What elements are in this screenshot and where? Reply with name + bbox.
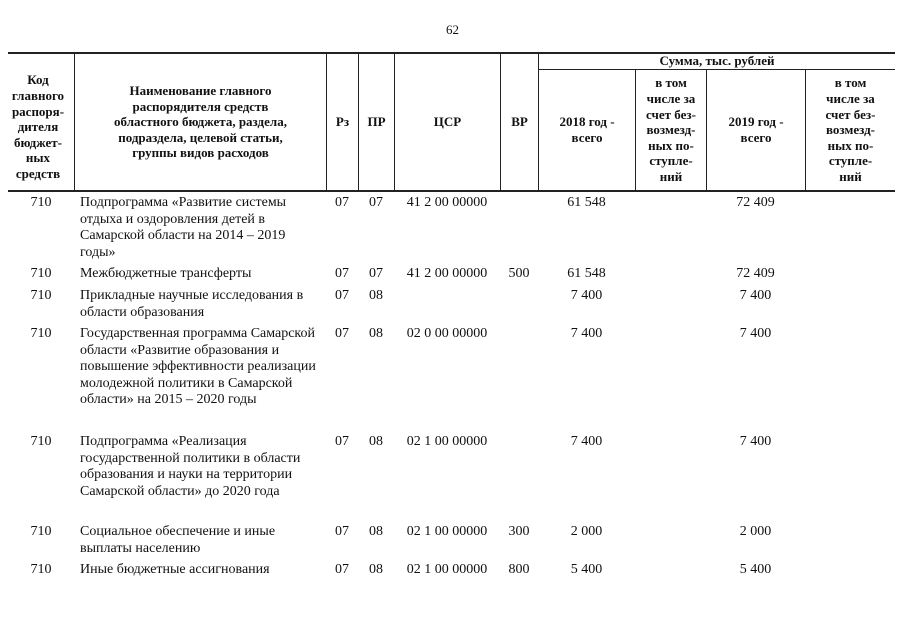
row-code: 710 bbox=[30, 524, 52, 539]
row-name: Социальное обеспечение и иные выплаты населению bbox=[80, 524, 276, 556]
row-sum-2018: 2 000 bbox=[570, 524, 603, 539]
header-2018-incl: в том числе за счет без- возмезд- ных по- ступле- ний bbox=[646, 75, 696, 184]
row-rz: 07 bbox=[335, 195, 349, 210]
table-header bbox=[8, 52, 895, 191]
header-2018-total: 2018 год - всего bbox=[559, 114, 615, 145]
row-rz: 07 bbox=[335, 562, 349, 577]
row-rz: 07 bbox=[335, 326, 349, 341]
header-csr: ЦСР bbox=[433, 114, 462, 130]
row-sum-2018: 5 400 bbox=[570, 562, 603, 577]
header-code: Код главного распоря- дителя бюджет- ных средств bbox=[11, 72, 65, 181]
row-code: 710 bbox=[30, 288, 52, 303]
row-name: Подпрограмма «Развитие системы отдыха и оздоровления детей в Самарской области на 2014 – 2019 годы» bbox=[80, 195, 287, 260]
row-csr: 02 1 00 00000 bbox=[406, 562, 488, 577]
row-pr: 07 bbox=[369, 195, 383, 210]
header-2019-total: 2019 год - всего bbox=[728, 114, 784, 145]
row-sum-2018: 61 548 bbox=[567, 195, 606, 210]
row-vr: 500 bbox=[508, 266, 530, 281]
row-vr: 800 bbox=[508, 562, 530, 577]
row-sum-2019: 7 400 bbox=[739, 326, 772, 341]
row-rz: 07 bbox=[335, 288, 349, 303]
header-vr: ВР bbox=[511, 114, 528, 130]
header-pr: ПР bbox=[367, 114, 386, 130]
row-sum-2019: 7 400 bbox=[739, 288, 772, 303]
row-sum-2018: 7 400 bbox=[570, 326, 603, 341]
header-rz: Рз bbox=[335, 114, 350, 130]
row-pr: 08 bbox=[369, 524, 383, 539]
row-pr: 08 bbox=[369, 434, 383, 449]
row-pr: 07 bbox=[369, 266, 383, 281]
row-csr: 41 2 00 00000 bbox=[406, 266, 488, 281]
header-2019-incl: в том числе за счет без- возмезд- ных по- ступле- ний bbox=[825, 75, 876, 184]
row-rz: 07 bbox=[335, 524, 349, 539]
row-code: 710 bbox=[30, 195, 52, 210]
row-sum-2019: 72 409 bbox=[736, 266, 775, 281]
header-sum-group: Сумма, тыс. рублей bbox=[659, 53, 775, 69]
row-name: Межбюджетные трансферты bbox=[80, 266, 252, 281]
row-sum-2019: 72 409 bbox=[736, 195, 775, 210]
row-name: Прикладные научные исследования в области образования bbox=[80, 288, 304, 320]
row-sum-2019: 5 400 bbox=[739, 562, 772, 577]
row-csr: 02 1 00 00000 bbox=[406, 434, 488, 449]
row-csr: 02 1 00 00000 bbox=[406, 524, 488, 539]
row-sum-2018: 7 400 bbox=[570, 288, 603, 303]
row-name: Подпрограмма «Реализация государственной политики в области образования и науки на территории Самарской области» до 2020 года bbox=[80, 434, 301, 499]
row-code: 710 bbox=[30, 434, 52, 449]
row-sum-2018: 61 548 bbox=[567, 266, 606, 281]
row-sum-2019: 7 400 bbox=[739, 434, 772, 449]
row-pr: 08 bbox=[369, 326, 383, 341]
row-code: 710 bbox=[30, 562, 52, 577]
row-pr: 08 bbox=[369, 562, 383, 577]
row-csr: 41 2 00 00000 bbox=[406, 195, 488, 210]
row-code: 710 bbox=[30, 326, 52, 341]
row-rz: 07 bbox=[335, 434, 349, 449]
header-name: Наименование главного распорядителя средств областного бюджета, раздела, подраздела, целевой статьи, группы видов расходов bbox=[114, 83, 287, 161]
row-name: Иные бюджетные ассигнования bbox=[80, 562, 270, 577]
row-rz: 07 bbox=[335, 266, 349, 281]
row-name: Государственная программа Самарской области «Развитие образования и повышение эффективности реализации молодежной политики в Самарской области» на 2015 – 2020 годы bbox=[80, 326, 316, 407]
row-vr: 300 bbox=[508, 524, 530, 539]
row-code: 710 bbox=[30, 266, 52, 281]
row-sum-2019: 2 000 bbox=[739, 524, 772, 539]
row-csr: 02 0 00 00000 bbox=[406, 326, 488, 341]
row-sum-2018: 7 400 bbox=[570, 434, 603, 449]
page-number: 62 bbox=[446, 22, 459, 37]
row-pr: 08 bbox=[369, 288, 383, 303]
